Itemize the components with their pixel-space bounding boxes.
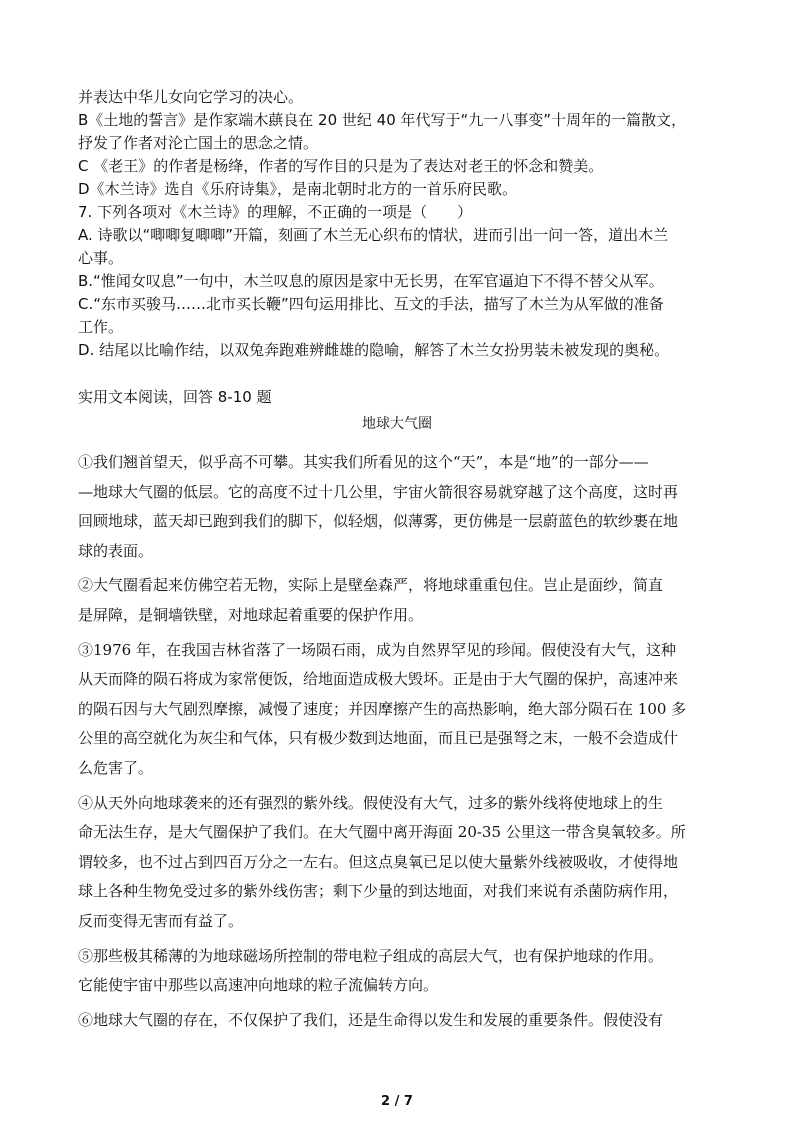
question-line: B.“惟闻女叹息”一句中，木兰叹息的原因是家中无长男，在军官逼迫下不得不替父从军。: [78, 272, 664, 290]
question-line: C 《老王》的作者是杨绛，作者的写作目的只是为了表达对老王的怀念和赞美。: [78, 157, 604, 175]
article-paragraph-3: [78, 636, 718, 784]
section-heading: 实用文本阅读，回答 8-10 题: [78, 388, 272, 406]
page-indicator: 2 / 7: [381, 1094, 413, 1109]
paragraph-line: ③1976 年，在我国吉林省落了一场陨石雨，成为自然界罕见的珍闻。假使没有大气，这种: [78, 640, 676, 659]
question-line: B《土地的誓言》是作家端木蕻良在 20 世纪 40 年代写于“九一八事变”十周年的一篇散文，: [78, 111, 687, 129]
paragraph-line: ⑥地球大气圈的存在，不仅保护了我们，还是生命得以发生和发展的重要条件。假使没有: [78, 1010, 664, 1029]
paragraph-line: ①我们翘首望天，似乎高不可攀。其实我们所看见的这个“天”，本是“地”的一部分——: [78, 453, 649, 471]
question-line: 抒发了作者对沦亡国土的思念之情。: [78, 134, 319, 152]
question-line: 工作。: [78, 318, 124, 336]
paragraph-line: 谓较多，也不过占到四百万分之一左右。但这点臭氧已足以使大量紫外线被吸收，才使得地: [78, 852, 679, 871]
article-body: [78, 448, 718, 1040]
paragraph-line: 球上各种生物免受过多的紫外线伤害；剩下少量的到达地面，对我们来说有杀菌防病作用，: [78, 882, 679, 901]
paragraph-line: 的陨石因与大气剧烈摩擦，减慢了速度；并因摩擦产生的高热影响，绝大部分陨石在 100 多: [78, 699, 687, 718]
article-paragraph-1: [78, 448, 718, 566]
question-block: [78, 86, 718, 362]
paragraph-line: ②大气圈看起来仿佛空若无物，实际上是壁垒森严，将地球重重包住。岂止是面纱，简直: [78, 576, 664, 595]
paragraph-line: 从天而降的陨石将成为家常便饭，给地面造成极大毁坏。正是由于大气圈的保护，高速冲来: [78, 670, 679, 689]
paragraph-line: 它能使宇宙中那些以高速冲向地球的粒子流偏转方向。: [78, 976, 439, 995]
paragraph-line: 是屏障，是铜墙铁壁，对地球起着重要的保护作用。: [78, 605, 424, 624]
paragraph-line: 么危害了。: [78, 758, 154, 777]
question-line: C.“东市买骏马……北市买长鞭”四句运用排比、互文的手法，描写了木兰为从军做的准备: [78, 295, 664, 313]
paragraph-line: ④从天外向地球袭来的还有强烈的紫外线。假使没有大气，过多的紫外线将使地球上的生: [78, 793, 664, 812]
question-line: 并表达中华儿女向它学习的决心。: [78, 88, 304, 106]
article-paragraph-4: [78, 789, 718, 937]
question-line: 7. 下列各项对《木兰诗》的理解，不正确的一项是（ ）: [78, 203, 473, 221]
question-line: 心事。: [78, 249, 124, 267]
article-paragraph-5: [78, 942, 718, 1001]
paragraph-line: —地球大气圈的低层。它的高度不过十几公里，宇宙火箭很容易就穿越了这个高度，这时再: [78, 482, 679, 501]
question-line: D《木兰诗》选自《乐府诗集》，是南北朝时北方的一首乐府民歌。: [78, 180, 518, 198]
paragraph-line: 命无法生存，是大气圈保护了我们。在大气圈中离开海面 20-35 公里这一带含臭氧较多。所: [78, 823, 686, 842]
paragraph-line: 回顾地球，蓝天却已跑到我们的脚下，似轻烟，似薄雾，更仿佛是一层蔚蓝色的软纱裹在地: [78, 512, 679, 531]
paragraph-line: 球的表面。: [78, 541, 154, 560]
question-line: A. 诗歌以“唧唧复唧唧”开篇，刻画了木兰无心织布的情状，进而引出一问一答，道出木兰: [78, 226, 669, 244]
paragraph-line: 反而变得无害而有益了。: [78, 911, 244, 930]
article-paragraph-6: [78, 1006, 718, 1036]
article-paragraph-2: [78, 571, 718, 630]
paragraph-line: 公里的高空就化为灰尘和气体，只有极少数到达地面，而且已是强弩之末，一般不会造成什: [78, 729, 679, 748]
article-title: 地球大气圈: [362, 416, 432, 432]
paragraph-line: ⑤那些极其稀薄的为地球磁场所控制的带电粒子组成的高层大气，也有保护地球的作用。: [78, 946, 664, 965]
question-line: D. 结尾以比喻作结，以双兔奔跑难辨雌雄的隐喻，解答了木兰女扮男装未被发现的奥秘。: [78, 341, 670, 359]
